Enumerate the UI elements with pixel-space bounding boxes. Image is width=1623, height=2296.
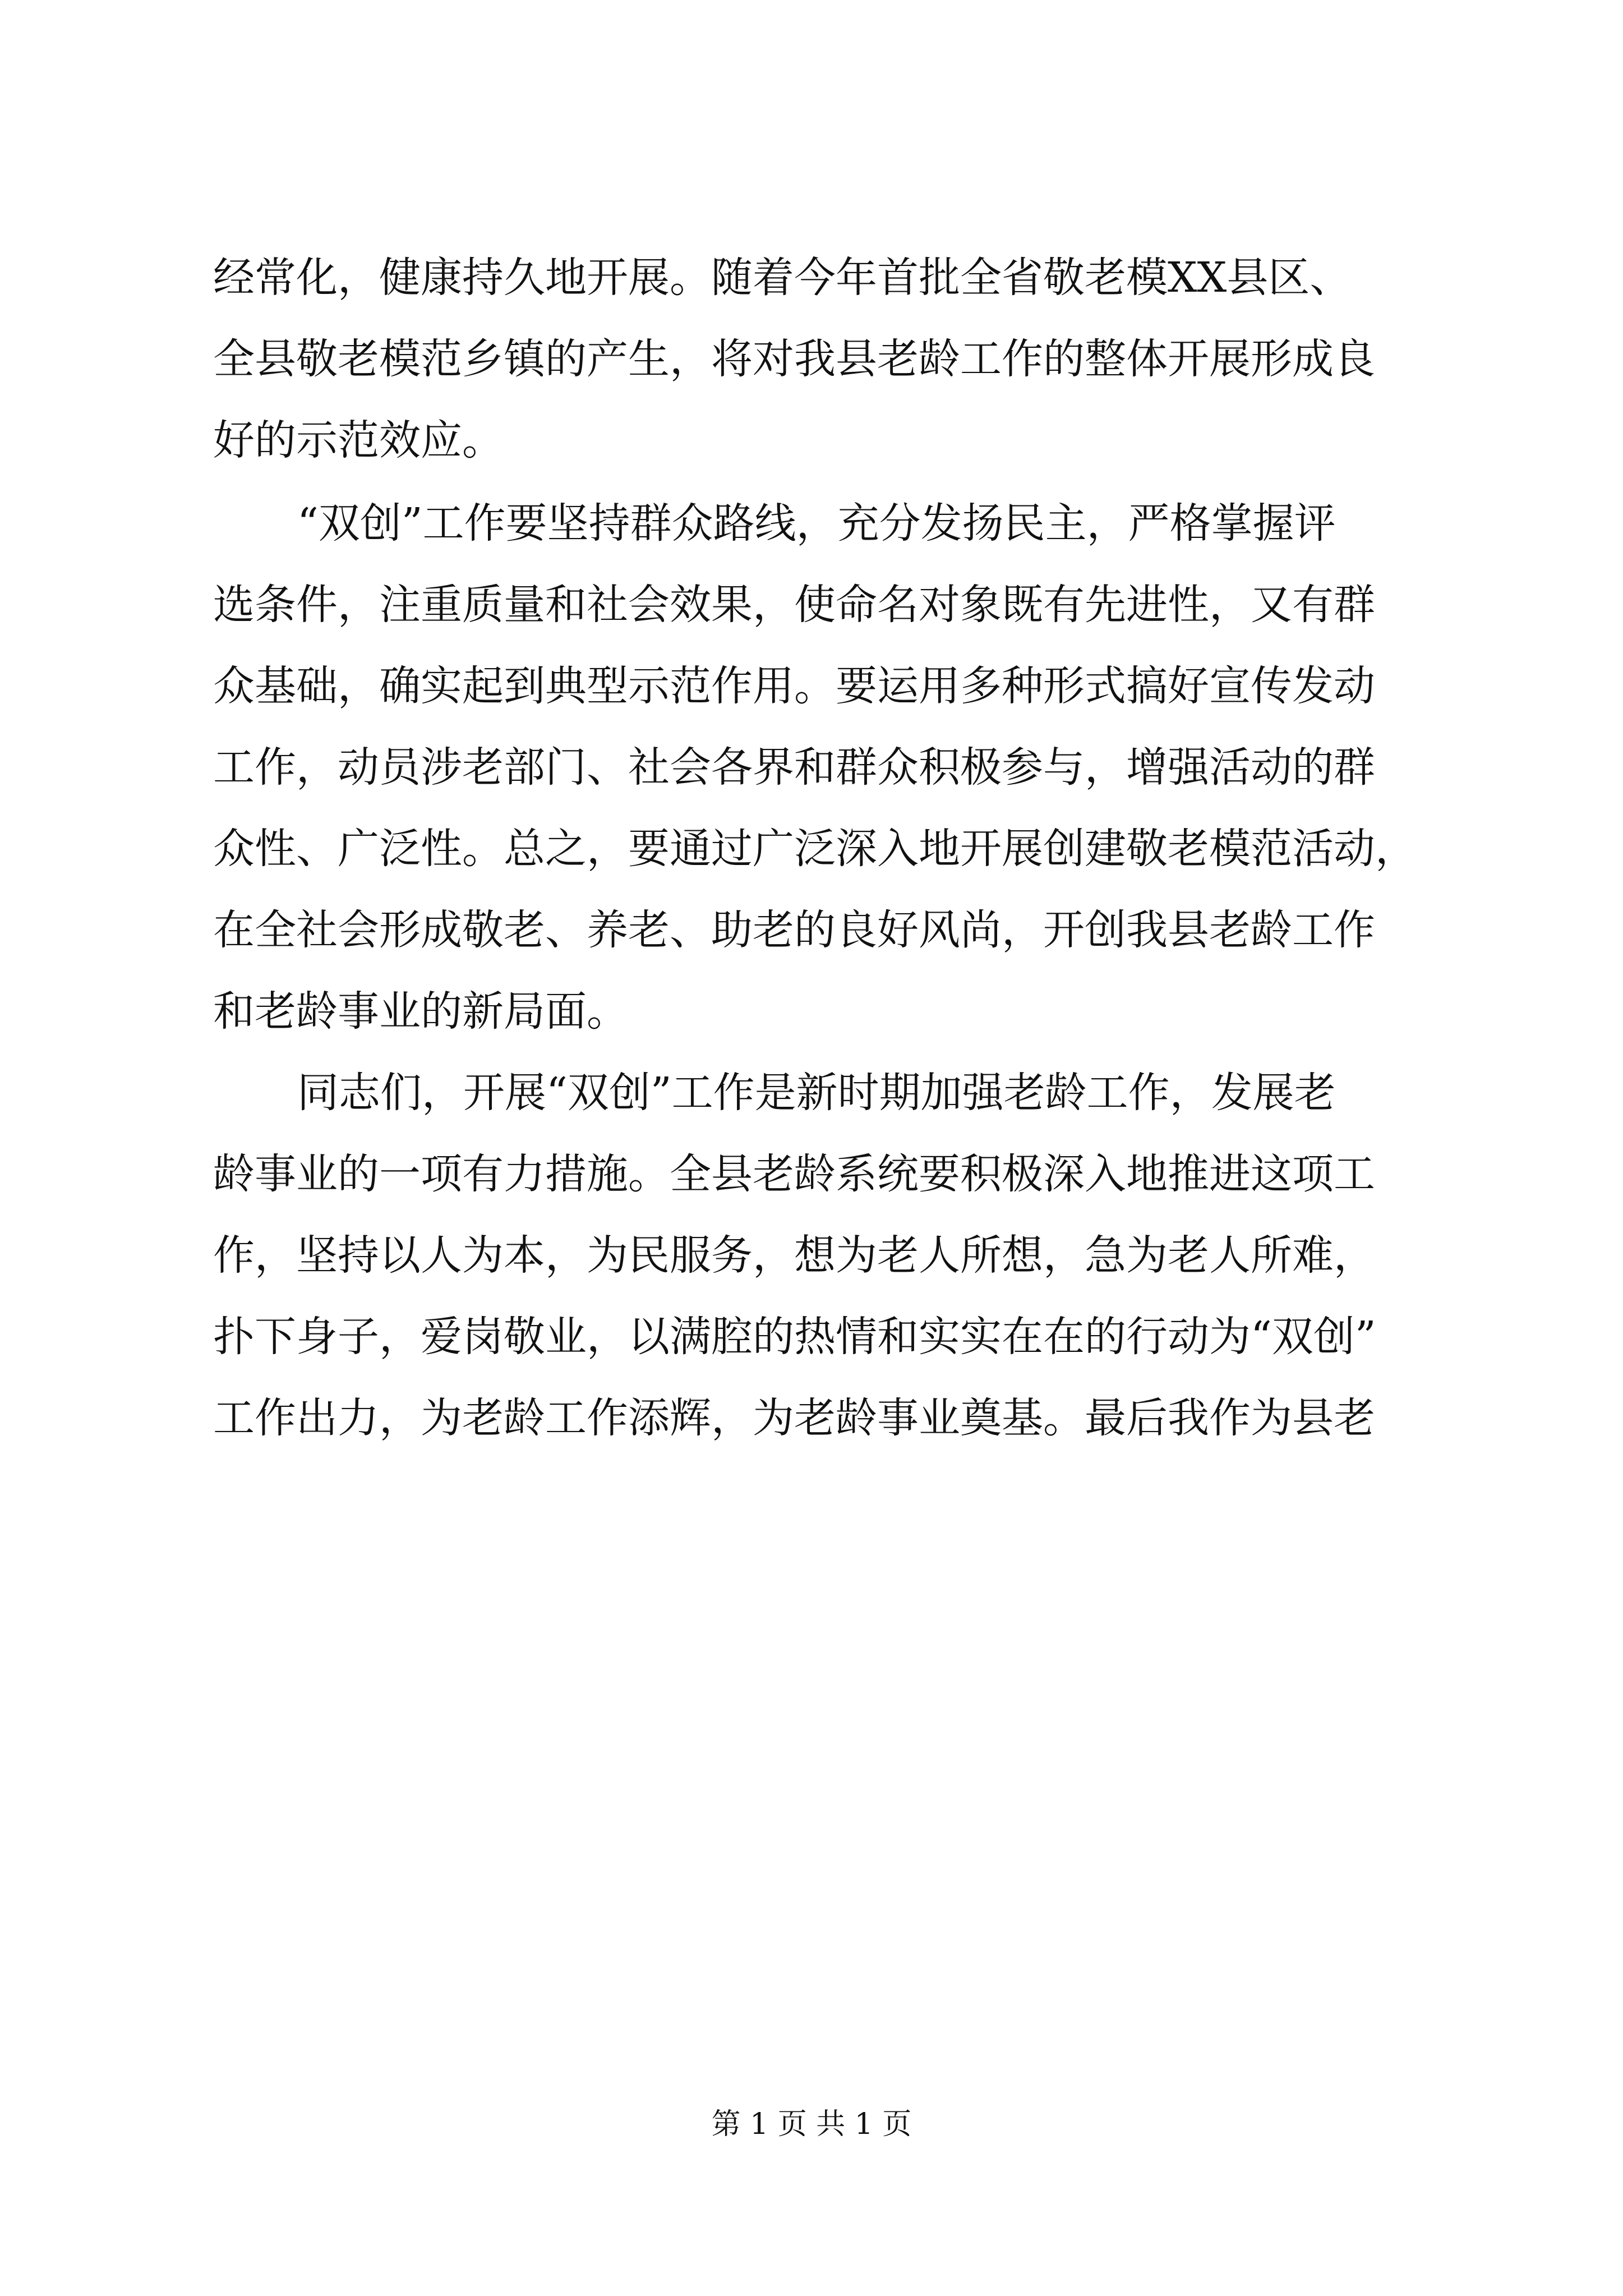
paragraph-line: 选条件，注重质量和社会效果，使命名对象既有先进性，又有群 [213, 581, 1375, 629]
paragraph-line: 工作出力，为老龄工作添辉，为老龄事业奠基。最后我作为县老 [213, 1394, 1375, 1442]
paragraph-line: “双创”工作要坚持群众路线，充分发扬民主，严格掌握评 [297, 499, 1336, 547]
paragraph-line: 众性、广泛性。总之，要通过广泛深入地开展创建敬老模范活动， [213, 825, 1417, 873]
paragraph-line: 经常化，健康持久地开展。随着今年首批全省敬老模XX县区、 [213, 254, 1352, 302]
paragraph-line: 好的示范效应。 [213, 416, 504, 464]
paragraph-line: 扑下身子，爱岗敬业，以满腔的热情和实实在在的行动为“双创” [213, 1313, 1376, 1361]
paragraph-line: 众基础，确实起到典型示范作用。要运用多种形式搞好宣传发动 [213, 662, 1375, 710]
paragraph-line: 龄事业的一项有力措施。全县老龄系统要积极深入地推进这项工 [213, 1150, 1375, 1198]
paragraph-line: 同志们，开展“双创”工作是新时期加强老龄工作，发展老 [297, 1069, 1336, 1117]
paragraph-line: 工作，动员涉老部门、社会各界和群众积极参与，增强活动的群 [213, 743, 1375, 792]
paragraph-line: 作，坚持以人为本，为民服务，想为老人所想，急为老人所难， [213, 1231, 1375, 1280]
paragraph-line: 在全社会形成敬老、养老、助老的良好风尚，开创我县老龄工作 [213, 906, 1375, 954]
paragraph-line: 和老龄事业的新局面。 [213, 987, 628, 1036]
page-footer: 第 1 页 共 1 页 [711, 2108, 912, 2141]
paragraph-line: 全县敬老模范乡镇的产生，将对我县老龄工作的整体开展形成良 [213, 335, 1375, 383]
